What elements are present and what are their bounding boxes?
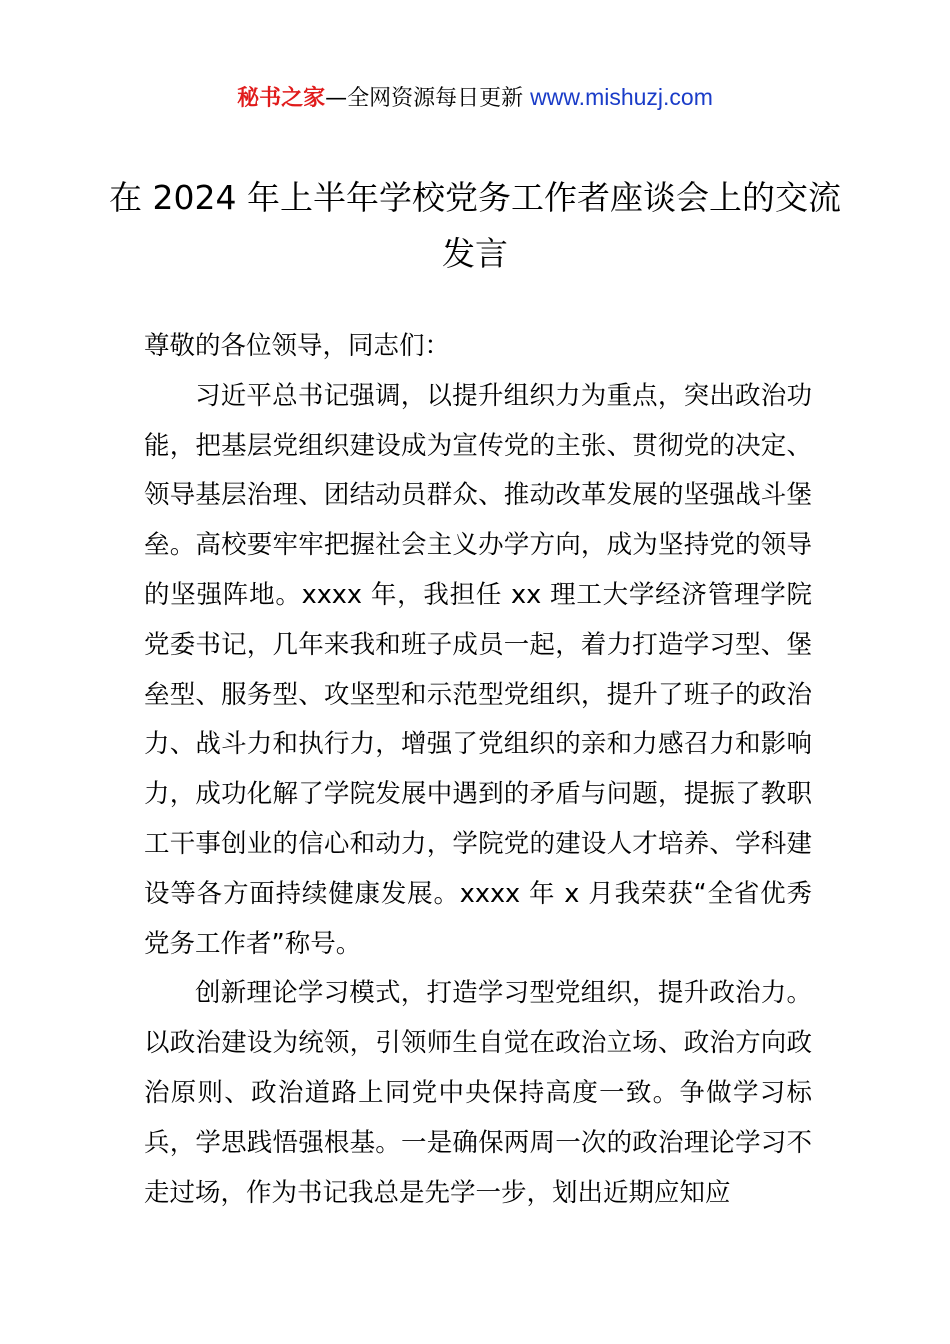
paragraph-2: 创新理论学习模式，打造学习型党组织，提升政治力。以政治建设为统领，引领师生自觉在政治立场、政治方向政治原则、政治道路上同党中央保持高度一致。争做学习标兵，学思践悟强根基。一是确保两周一次的政治理论学习不走过场，作为书记我总是先学一步，划出近期应知应 bbox=[144, 978, 812, 1208]
site-tagline: —全网资源每日更新 bbox=[325, 86, 524, 111]
site-brand: 秘书之家 bbox=[237, 86, 326, 111]
site-header bbox=[0, 80, 950, 116]
document-body bbox=[144, 322, 812, 1218]
salutation: 尊敬的各位领导，同志们： bbox=[144, 331, 451, 361]
paragraph-1: 习近平总书记强调，以提升组织力为重点，突出政治功能，把基层党组织建设成为宣传党的主张、贯彻党的决定、领导基层治理、团结动员群众、推动改革发展的坚强战斗堡垒。高校要牢牢把握社会主义办学方向，成为坚持党的领导的坚强阵地。xxxx 年，我担任 xx 理工大学经济管理学院党委书记，几年来我和班子成员一起，着力打造学习型、堡垒型、服务型、攻坚型和示范型党组织，提升了班子的政治力、战斗力和执行力，增强了党组织的亲和力感召力和影响力，成功化解了学院发展中遇到的矛盾与问题，提振了教职工干事创业的信心和动力，学院党的建设人才培养、学科建设等各方面持续健康发展。xxxx 年 x 月我荣获“全省优秀党务工作者”称号。 bbox=[144, 380, 812, 959]
site-url-link[interactable]: www.mishuzj.com bbox=[530, 84, 713, 110]
document-title: 在 2024 年上半年学校党务工作者座谈会上的交流发言 bbox=[109, 178, 841, 273]
